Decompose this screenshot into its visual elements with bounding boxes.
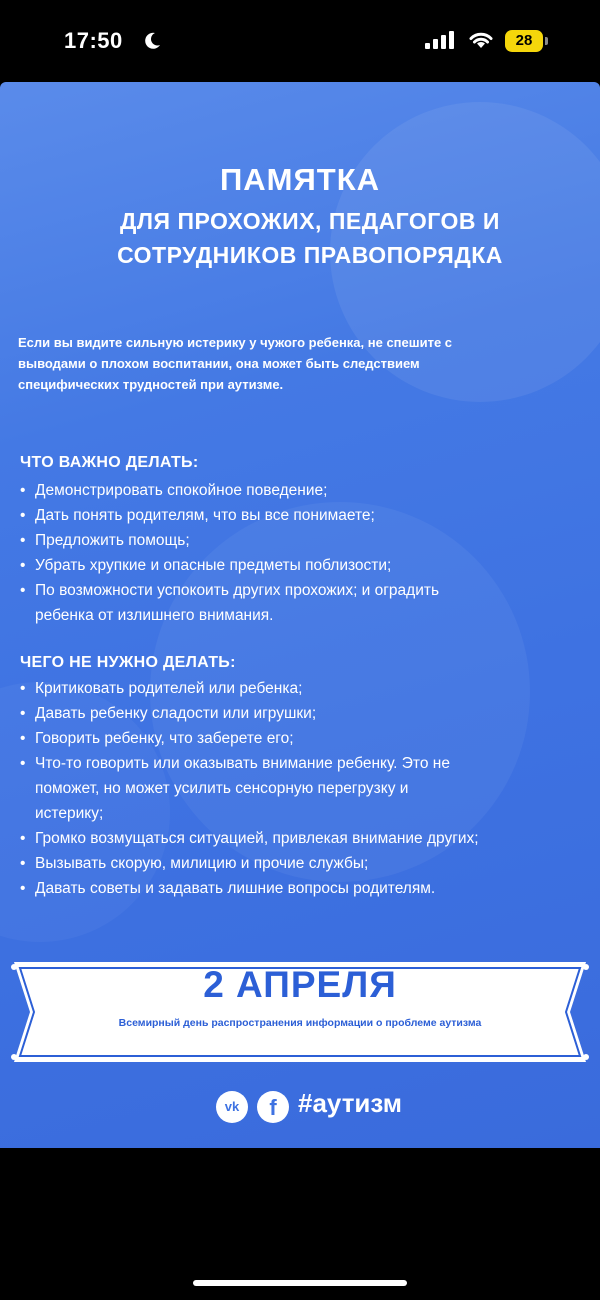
list-item-text: • Убрать хрупкие и опасные предметы поблизости; [35, 557, 392, 574]
list-item [20, 751, 600, 826]
list-item [20, 478, 600, 503]
intro-line: специфических трудностей при аутизме. [18, 377, 284, 392]
vk-icon: vk [216, 1091, 248, 1123]
list-item [20, 876, 600, 901]
list-item [20, 528, 600, 553]
status-time: 17:50 [64, 28, 123, 53]
do-heading: ЧТО ВАЖНО ДЕЛАТЬ: [20, 454, 199, 471]
list-item-text: • По возможности успокоить других прохожих; и оградить [35, 582, 440, 599]
banner-subtitle: Всемирный день распространения информации о проблеме аутизма [118, 1017, 482, 1029]
poster-subtitle [40, 204, 580, 272]
list-item [20, 553, 600, 578]
battery-icon: 28 [505, 30, 543, 52]
list-item-text: • Что-то говорить или оказывать внимание ребенку. Это не [35, 755, 450, 772]
home-indicator[interactable] [193, 1280, 407, 1286]
list-item-text: поможет, но может усилить сенсорную перегрузку и [35, 780, 409, 797]
dont-list [20, 676, 600, 901]
list-item-text: • Демонстрировать спокойное поведение; [35, 482, 328, 499]
autism-awareness-poster [0, 82, 600, 1148]
signal-icon [425, 31, 459, 49]
list-item-text: • Дать понять родителям, что вы все понимаете; [35, 507, 375, 524]
intro-line: Если вы видите сильную истерику у чужого ребенка, не спешите с [18, 335, 453, 350]
list-item-text: • Вызывать скорую, милицию и прочие службы; [35, 855, 369, 872]
list-item-text: • Предложить помощь; [35, 532, 190, 549]
list-item [20, 851, 600, 876]
list-item-text: • Критиковать родителей или ребенка; [35, 680, 303, 697]
wifi-icon [468, 30, 494, 50]
subtitle-line: СОТРУДНИКОВ ПРАВОПОРЯДКА [117, 242, 503, 268]
list-item [20, 826, 600, 851]
intro-paragraph [18, 332, 600, 395]
facebook-icon: f [257, 1091, 289, 1123]
list-item-text: • Громко возмущаться ситуацией, привлекая внимание других; [35, 830, 479, 847]
list-item [20, 676, 600, 701]
poster-footer [0, 1086, 600, 1126]
hashtag: #аутизм [298, 1088, 402, 1118]
list-item-text: • Давать ребенку сладости или игрушки; [35, 705, 317, 722]
list-item-text: • Давать советы и задавать лишние вопросы родителям. [35, 880, 436, 897]
subtitle-line: ДЛЯ ПРОХОЖИХ, ПЕДАГОГОВ И [120, 208, 500, 234]
do-list [20, 478, 600, 628]
list-item-text: истерику; [35, 805, 104, 822]
list-item [20, 503, 600, 528]
date-banner [0, 962, 600, 1062]
poster-title: ПАМЯТКА [219, 162, 381, 197]
list-item-text: ребенка от излишнего внимания. [35, 607, 274, 624]
list-item [20, 578, 600, 628]
moon-icon [142, 31, 162, 51]
list-item [20, 701, 600, 726]
intro-line: выводами о плохом воспитании, она может быть следствием [18, 356, 420, 371]
dont-heading: ЧЕГО НЕ НУЖНО ДЕЛАТЬ: [20, 654, 236, 671]
banner-date: 2 АПРЕЛЯ [203, 964, 397, 1005]
list-item-text: • Говорить ребенку, что заберете его; [35, 730, 294, 747]
battery-tip [545, 37, 548, 45]
list-item [20, 726, 600, 751]
status-bar [0, 0, 600, 82]
